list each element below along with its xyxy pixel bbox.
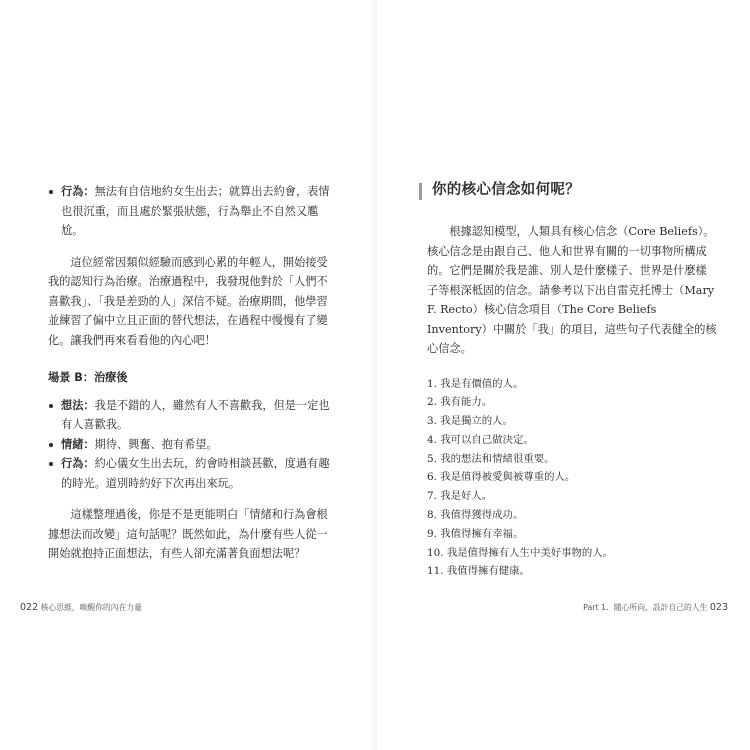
list-item: 4. 我可以自己做決定。 [427, 433, 534, 446]
paragraph-conclusion: 這樣整理過後，你是不是更能明白「情緒和行為會根據想法而改變」這句話呢？既然如此，為什麼有些人從一開始就抱持正面想法，有些人卻充滿著負面想法呢？ [48, 508, 328, 560]
list-item: 1. 我是有價值的人。 [427, 377, 524, 390]
section-heading-row [427, 180, 717, 202]
bullet-label: 行為： [61, 457, 95, 470]
list-item: 2. 我有能力。 [427, 396, 493, 409]
left-footer [20, 602, 142, 613]
page-number: 023 [709, 602, 728, 613]
list-item: 8. 我值得獲得成功。 [427, 509, 524, 522]
list-item: 11. 我值得擁有健康。 [427, 565, 530, 578]
bullet-label: 情緒： [61, 437, 95, 451]
bullet-behavior-after [48, 454, 330, 493]
bullet-label: 想法： [61, 398, 95, 412]
bullet-text: 期待、興奮、抱有希望。 [94, 437, 218, 451]
page-number: 022 [20, 602, 39, 613]
bullet-text: 約心儀女生出去玩，約會時相談甚歡，度過有趣的時光。道別時約好下次再出來玩。 [61, 457, 330, 490]
bullet-text: 無法有自信地約女生出去；就算出去約會，表情也很沉重，而且處於緊張狀態，行為舉止不自然又尷尬。 [61, 185, 330, 237]
running-title: Part 1．隨心所向，設計自己的人生 [583, 603, 708, 612]
list-item: 5. 我的想法和情緒很重要。 [427, 452, 555, 465]
bullet-thought [48, 396, 330, 435]
bullet-text: 我是不錯的人，雖然有人不喜歡我，但是一定也有人喜歡我。 [61, 398, 330, 431]
paragraph-therapy: 這位經常因類似經驗而感到心累的年輕人，開始接受我的認知行為治療。治療過程中，我發現他對於「人們不喜歡我」、「我是差勁的人」深信不疑。治療期間，他學習並練習了偏中立且正面的替代想法，在過程中慢慢有了變化。讓我們再來看看他的內心吧！ [48, 255, 328, 347]
list-item: 7. 我是好人。 [427, 490, 493, 503]
list-item: 10. 我是值得擁有人生中美好事物的人。 [427, 546, 614, 559]
list-item: 3. 我是獨立的人。 [427, 415, 513, 428]
core-beliefs-list [427, 375, 717, 582]
heading-accent-bar [419, 183, 422, 200]
bullet-behavior-before [48, 182, 330, 241]
list-item: 9. 我值得擁有幸福。 [427, 527, 524, 540]
right-page [375, 0, 750, 750]
right-page-body [427, 180, 717, 581]
left-page-body [48, 182, 330, 564]
bullet-emotion [48, 435, 330, 455]
list-item: 6. 我是值得被愛與被尊重的人。 [427, 471, 576, 484]
scenario-b-heading: 場景 B：治療後 [48, 371, 128, 384]
running-title: 核心思維，喚醒你的內在力量 [40, 603, 142, 612]
bullet-label: 行為： [61, 185, 95, 198]
right-footer [583, 602, 728, 613]
section-heading: 你的核心信念如何呢？ [432, 182, 580, 199]
paragraph-core-beliefs: 根據認知模型，人類具有核心信念（Core Beliefs）。核心信念是由跟自己、他人和世界有關的一切事物所構成的。它們是關於我是誰、別人是什麼樣子、世界是什麼樣子等根深柢固的信念。請參考以下出自雷克托博士（Mary F. Recto）核心信念項目（The Core Beliefs Inventory）中關於「我」的項目，這些句子代表健全的核心信念。 [427, 225, 717, 355]
